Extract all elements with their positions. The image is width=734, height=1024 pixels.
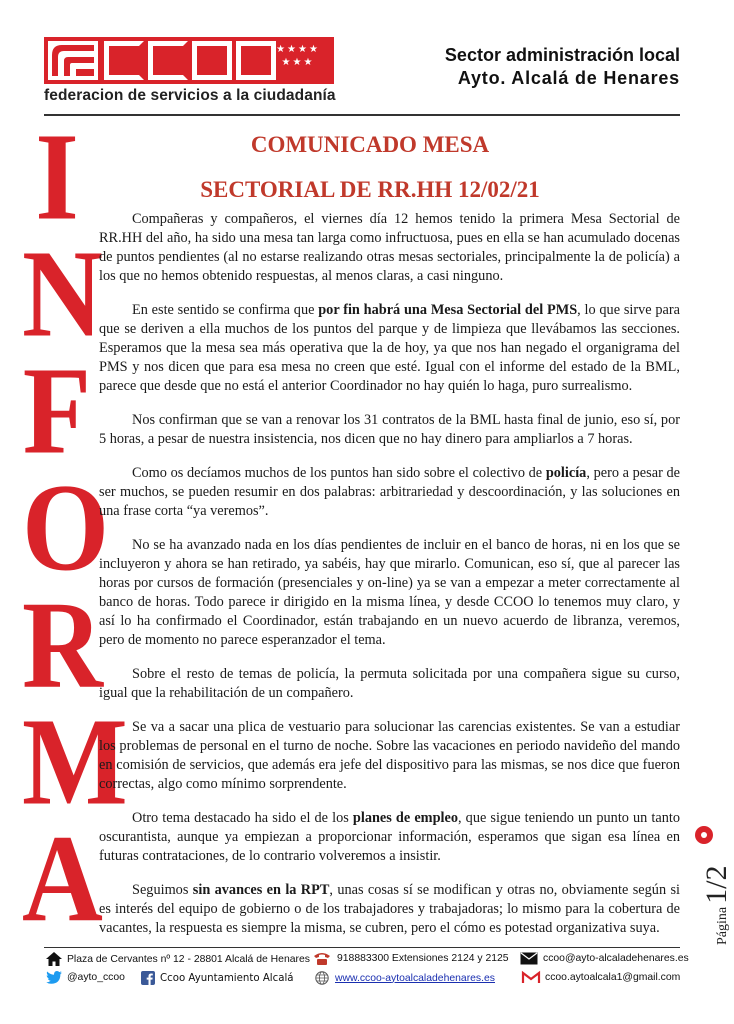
title-line: SECTORIAL DE RR.HH 12/02/21	[200, 177, 540, 202]
banner-letter: A	[22, 809, 103, 949]
logo-wordmark	[104, 39, 276, 82]
footer-website[interactable]	[314, 971, 495, 985]
ccoo-logo	[44, 37, 334, 109]
logo-letter-c	[104, 41, 144, 80]
page-indicator	[682, 835, 733, 945]
title-line: COMUNICADO MESA	[250, 132, 490, 157]
website-link[interactable]: www.ccoo-aytoalcaladehenares.es	[335, 972, 495, 984]
footer-facebook: Ccoo Ayuntamiento Alcalá	[141, 971, 294, 985]
paragraph: Compañeras y compañeros, el viernes día 12 hemos tenido la primera Mesa Sectorial de RR.HH del año, ha sido una mesa tan larga como infructuosa, pues en ella se han acumulado docenas de puntos pendientes (al no estarse realizando otras mesas sectoriales, principalmente la de policía) a los que no hemos obtenido respuestas, al menos claras, a casi ninguno.	[99, 211, 680, 284]
logo-letter-c	[148, 41, 188, 80]
logo-letter-o	[192, 41, 232, 80]
paragraph: En este sentido se confirma que por fin habrá una Mesa Sectorial del PMS, lo que sirve para que se deriven a ella muchos de los puntos del parque y de limpieza que llevábamos las secciones. Esperamos que la mesa sea más operativa que la de hoy, ya que nos han negado el organigrama del PMS y nos dicen que para esa mesa no creen que esté. Igual con el informe del estado de la BML, parece que desde que no está el anterior Coordinador no hay quién lo haga, puro surrealismo.	[99, 302, 680, 394]
footer	[44, 950, 689, 990]
banner-letter: O	[22, 458, 110, 598]
logo-stars: ★★★★ ★★★	[276, 44, 320, 68]
informa-banner	[22, 107, 128, 949]
banner-letter: F	[22, 341, 92, 481]
home-icon	[46, 952, 62, 966]
gmail-icon	[522, 971, 540, 984]
paragraph: Nos confirman que se van a renovar los 31 contratos de la BML hasta final de junio, eso sí, por 5 horas, a pesar de nuestra insistencia, nos dicen que no hay dinero para ampliarlos a 7 horas.	[99, 412, 680, 447]
paragraph: No se ha avanzado nada en los días pendientes de incluir en el banco de horas, ni en los que se incluyeron y ahora se han retirado, ya sabéis, hay que mirarlo. Comunican, eso sí, que al parecer las horas por cursos de formación (presenciales y on-line) ya se van a empezar a meter correctamente al banco de horas. Todo parece ir dirigido en la misma línea, y desde CCOO lo tenemos muy claro, y así lo ha confirmado el Coordinador, están trabajando en un nuevo acuerdo de libranza, veremos, pero de momento no parece esperanzador el tema.	[99, 537, 680, 648]
document-body	[99, 210, 680, 953]
ccoo-symbol-icon	[48, 41, 98, 80]
globe-icon	[314, 971, 330, 985]
banner-letter: M	[22, 692, 128, 832]
footer-email: ccoo@ayto-alcaladehenares.es	[520, 952, 689, 965]
twitter-icon	[46, 971, 62, 984]
header-divider	[44, 114, 680, 116]
facebook-icon	[141, 971, 155, 985]
paragraph: Seguimos sin avances en la RPT, unas cosas sí se modifican y otras no, obviamente según si es interés del equipo de gobierno o de los trabajadores y trabajadoras; lo mismo para la cobertura de vacantes, la respuesta es siempre la misma, se cubren, pero el cómo es potestad organizativa suya.	[99, 882, 680, 936]
footer-gmail: ccoo.aytoalcala1@gmail.com	[522, 971, 680, 984]
banner-letter: R	[22, 575, 103, 715]
document-title	[100, 122, 640, 212]
envelope-icon	[520, 952, 538, 965]
footer-divider	[44, 947, 680, 948]
paragraph: Sobre el resto de temas de policía, la permuta solicitada por una compañera sigue su curso, igual que la rehabilitación de un compañero.	[99, 666, 680, 701]
page-label: Página	[715, 906, 730, 945]
banner-letter: I	[35, 107, 79, 247]
footer-address: Plaza de Cervantes nº 12 - 28801 Alcalá de Henares	[46, 952, 310, 966]
federation-name: federacion de servicios a la ciudadanía	[44, 87, 336, 104]
paragraph: Otro tema destacado ha sido el de los planes de empleo, que sigue teniendo un punto un tanto oscurantista, aunque ya empiezan a proporcionar información, esperamos que sigan esa línea en futuras contrataciones, de lo contrario volveremos a insistir.	[99, 810, 680, 864]
ayuntamiento-line: Ayto. Alcalá de Henares	[457, 68, 680, 88]
logo-red-band	[44, 37, 334, 84]
sector-line: Sector administración local	[444, 45, 680, 65]
sector-heading	[445, 44, 680, 90]
page-number: 1/2	[700, 865, 733, 904]
footer-twitter: @ayto_ccoo	[46, 971, 125, 984]
phone-icon	[312, 952, 332, 965]
paragraph: Como os decíamos muchos de los puntos han sido sobre el colectivo de policía, pero a pesar de ser muchos, se pueden resumir en dos palabras: arbitrariedad y descoordinación, y las soluciones en una frase corta “ya veremos”.	[99, 465, 680, 519]
banner-letter: N	[22, 224, 103, 364]
paragraph: Se va a sacar una plica de vestuario para solucionar las carencias existentes. Se van a estudiar los problemas de personal en el turno de noche. Sobre las vacaciones en periodo navideño del mando en comisión de servicios, que además era jefe del dispositivo para las mismas, se nos dice que fueron correctas, algo como mínimo sorprendente.	[99, 719, 680, 792]
footer-phone: 918883300 Extensiones 2124 y 2125	[312, 952, 509, 965]
